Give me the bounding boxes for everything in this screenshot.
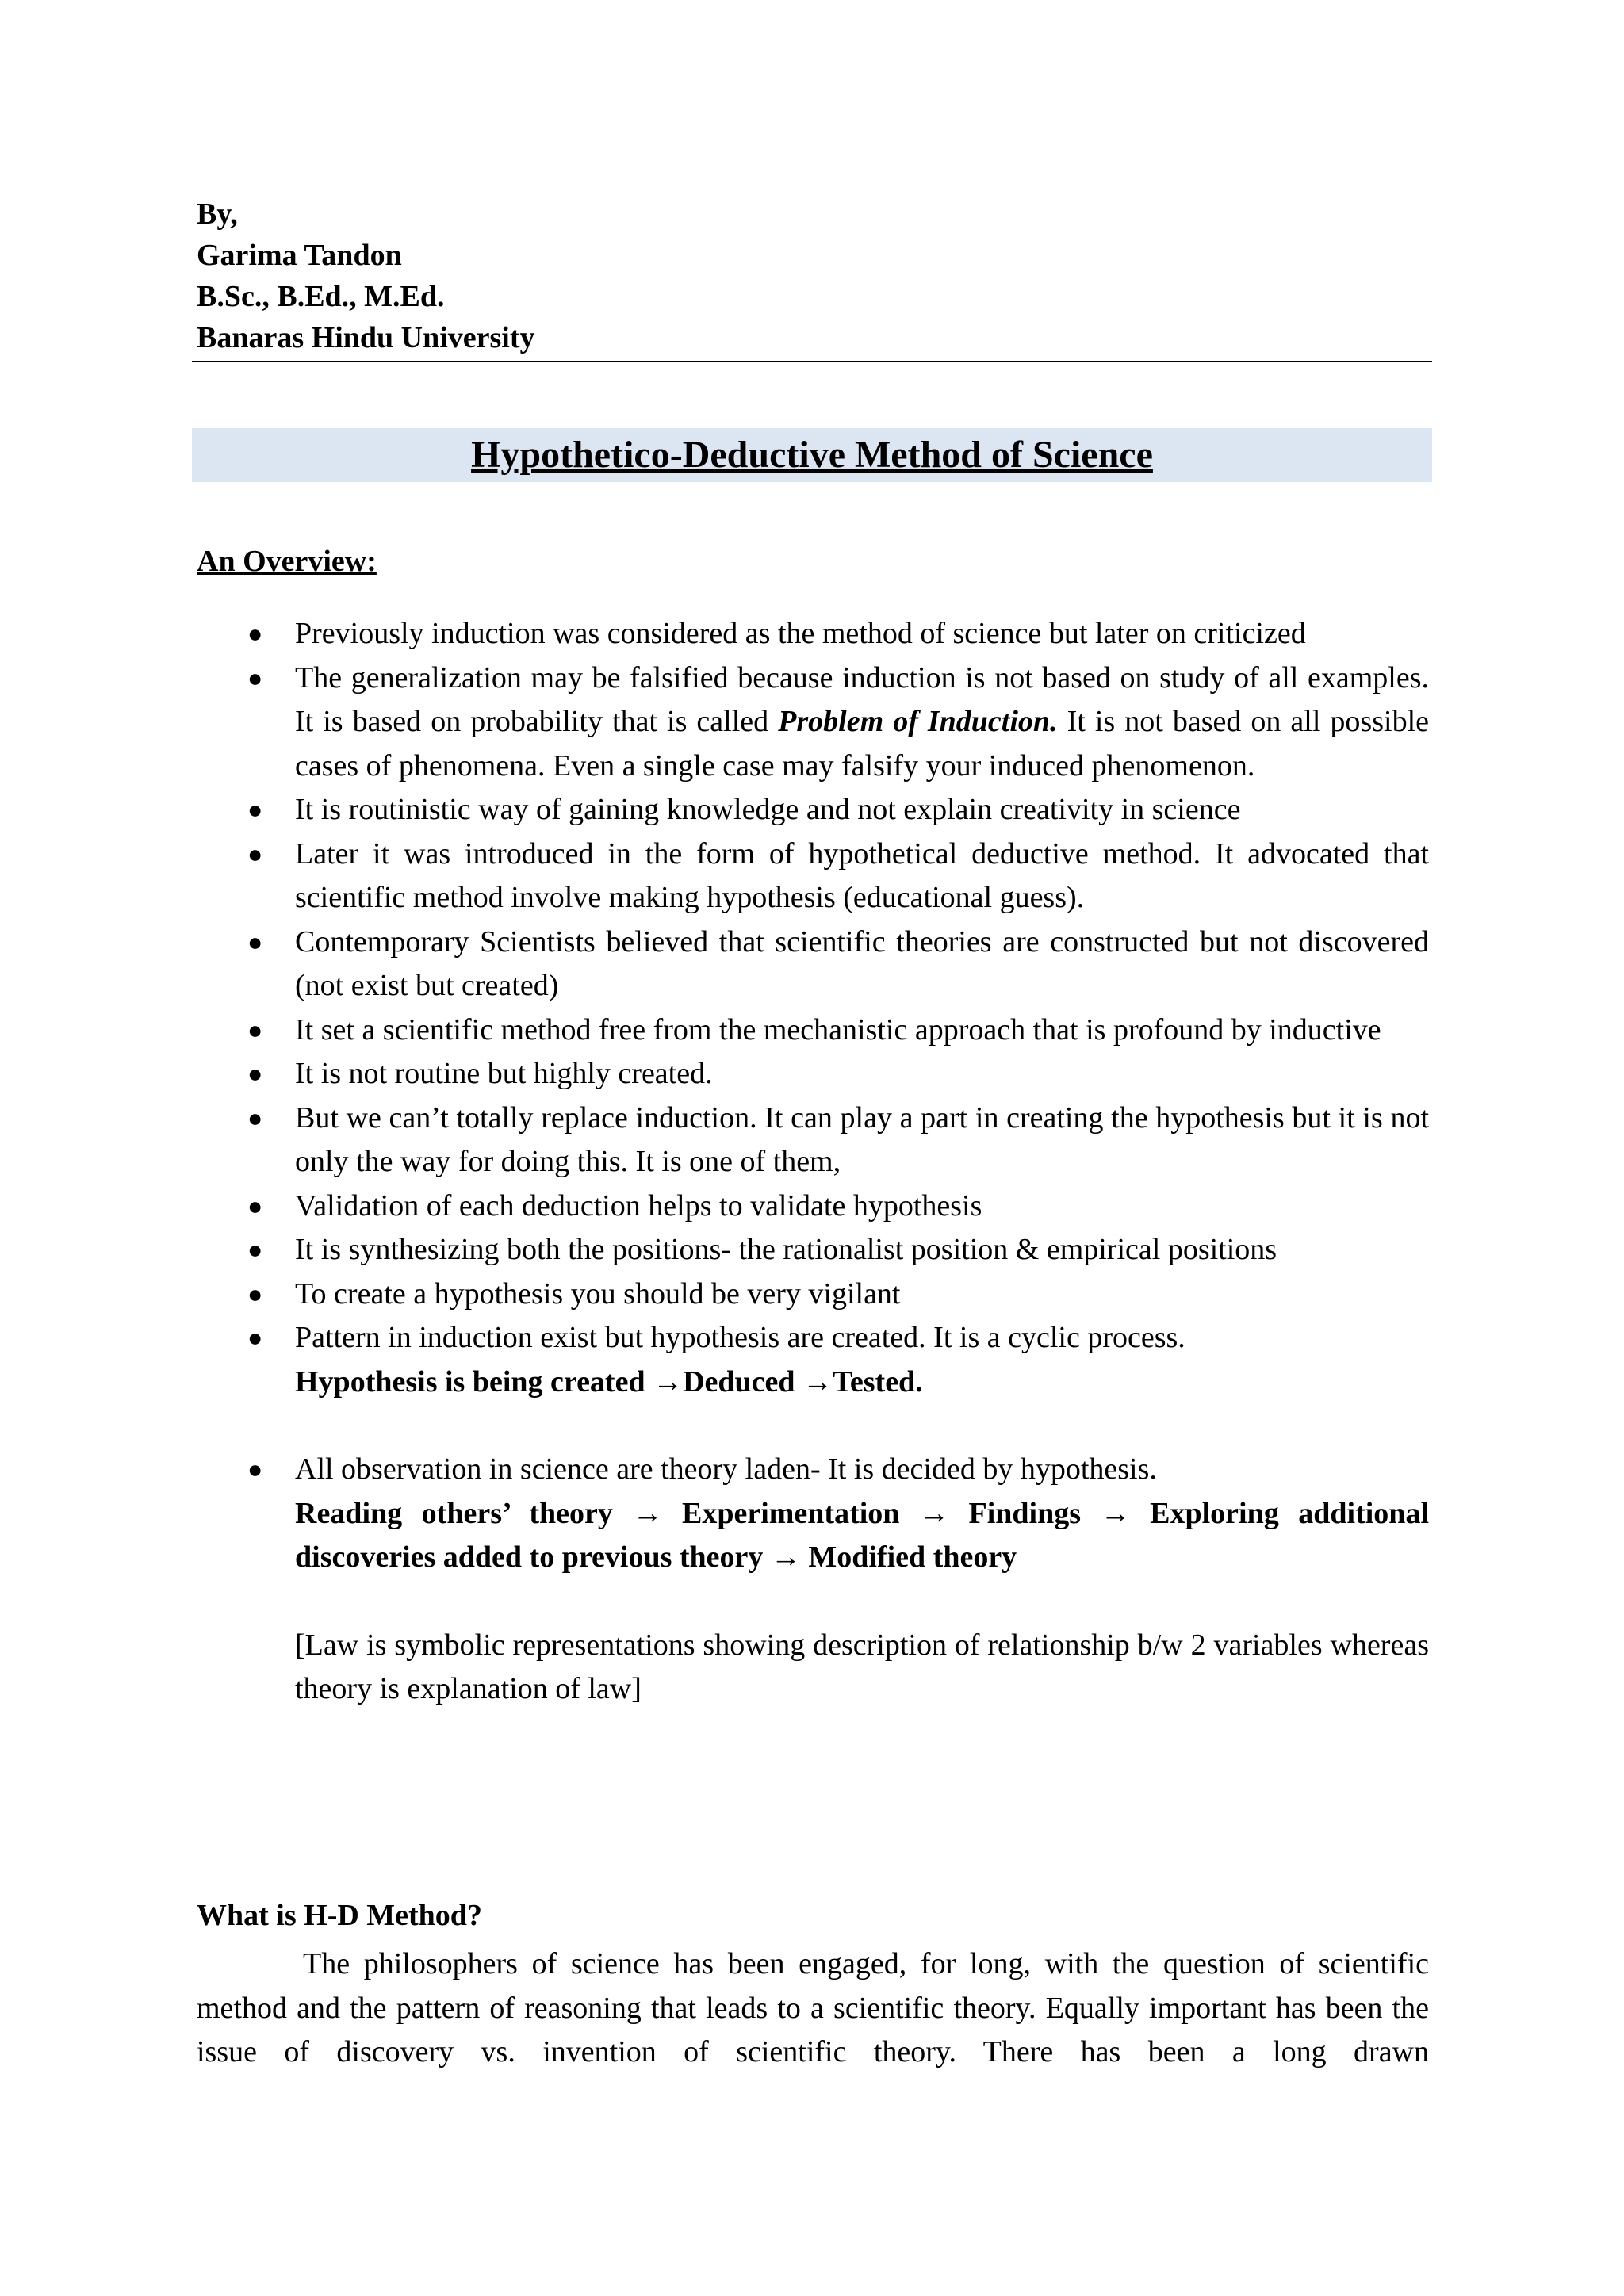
list-item bbox=[197, 1272, 1429, 1317]
list-item bbox=[197, 1228, 1429, 1272]
bullet-icon: ● bbox=[247, 927, 263, 956]
list-item-text: To create a hypothesis you should be very vigilant bbox=[295, 1276, 901, 1311]
bullet-icon: ● bbox=[247, 1103, 263, 1132]
author-university: Banaras Hindu University bbox=[197, 321, 535, 354]
list-item bbox=[197, 612, 1429, 656]
overview-list bbox=[197, 612, 1429, 1712]
list-item-text: It set a scientific method free from the mechanistic approach that is profound by inductive bbox=[295, 1012, 1381, 1047]
list-item-text: It is routinistic way of gaining knowledge and not explain creativity in science bbox=[295, 793, 1241, 826]
list-item bbox=[197, 1448, 1429, 1712]
problem-of-induction-emphasis: Problem of Induction. bbox=[778, 705, 1058, 738]
list-item-text: Validation of each deduction helps to validate hypothesis bbox=[295, 1188, 982, 1223]
author-block bbox=[197, 193, 535, 358]
theory-modification-flow: Reading others’ theory → Experimentation → Findings → Exploring additional discoveries added to previous theory → Modified theory bbox=[295, 1496, 1429, 1574]
list-item-text: Later it was introduced in the form of hypothetical deductive method. It advocated that scientific method involve making hypothesis (educational guess). bbox=[295, 836, 1429, 914]
hd-method-paragraph: The philosophers of science has been engaged, for long, with the question of scientific method and the pattern of reasoning that leads to a scientific theory. Equally important has been the issue of discovery vs. invention of scientific theory. There has been a long drawn bbox=[197, 1947, 1429, 2068]
author-degrees: B.Sc., B.Ed., M.Ed. bbox=[197, 280, 445, 313]
bullet-icon: ● bbox=[247, 1323, 263, 1352]
list-item-text: It is not based on all possible cases of phenomena. Even a single case may falsify your induced phenomenon. bbox=[295, 705, 1429, 783]
bullet-icon: ● bbox=[247, 1059, 263, 1088]
author-name: Garima Tandon bbox=[197, 239, 402, 272]
list-item bbox=[197, 788, 1429, 832]
law-theory-note: [Law is symbolic representations showing description of relationship b/w 2 variables whereas theory is explanation of law] bbox=[295, 1628, 1429, 1705]
list-item-text: It is not routine but highly created. bbox=[295, 1057, 713, 1090]
list-item bbox=[197, 656, 1429, 789]
list-item-text: All observation in science are theory laden- It is decided by hypothesis. bbox=[295, 1452, 1157, 1486]
hd-process-flow: Hypothesis is being created →Deduced →Tested. bbox=[295, 1364, 923, 1399]
author-by: By, bbox=[197, 197, 238, 231]
title-band bbox=[192, 428, 1432, 482]
list-item bbox=[197, 832, 1429, 920]
list-item bbox=[197, 1096, 1429, 1184]
list-item-text: But we can’t totally replace induction. It can play a part in creating the hypothesis but it is not only the way for doing this. It is one of them, bbox=[295, 1100, 1429, 1178]
bullet-icon: ● bbox=[247, 619, 263, 648]
list-item-text: Contemporary Scientists believed that scientific theories are constructed but not discovered (not exist but created) bbox=[295, 924, 1429, 1002]
list-item-text: Pattern in induction exist but hypothesis are created. It is a cyclic process. bbox=[295, 1321, 1185, 1354]
list-item bbox=[197, 920, 1429, 1008]
bullet-icon: ● bbox=[247, 1191, 263, 1220]
bullet-icon: ● bbox=[247, 1455, 263, 1483]
bullet-icon: ● bbox=[247, 663, 263, 692]
hd-method-heading: What is H-D Method? bbox=[197, 1899, 482, 1932]
list-item-text: Previously induction was considered as the method of science but later on criticized bbox=[295, 617, 1306, 650]
bullet-icon: ● bbox=[247, 795, 263, 824]
header-divider bbox=[192, 361, 1432, 362]
bullet-icon: ● bbox=[247, 1015, 263, 1044]
list-item-text: The generalization may be falsified because induction is not based on study of all examples. It is based on probability that is called bbox=[295, 660, 1429, 738]
bullet-icon: ● bbox=[247, 839, 263, 868]
page-title: Hypothetico-Deductive Method of Science bbox=[471, 434, 1153, 476]
overview-heading: An Overview: bbox=[197, 545, 377, 578]
list-item bbox=[197, 1184, 1429, 1229]
list-item bbox=[197, 1008, 1429, 1053]
bullet-icon: ● bbox=[247, 1235, 263, 1264]
list-item-text: It is synthesizing both the positions- the rationalist position & empirical positions bbox=[295, 1233, 1277, 1266]
bullet-icon: ● bbox=[247, 1279, 263, 1308]
list-item bbox=[197, 1316, 1429, 1404]
list-item bbox=[197, 1052, 1429, 1096]
